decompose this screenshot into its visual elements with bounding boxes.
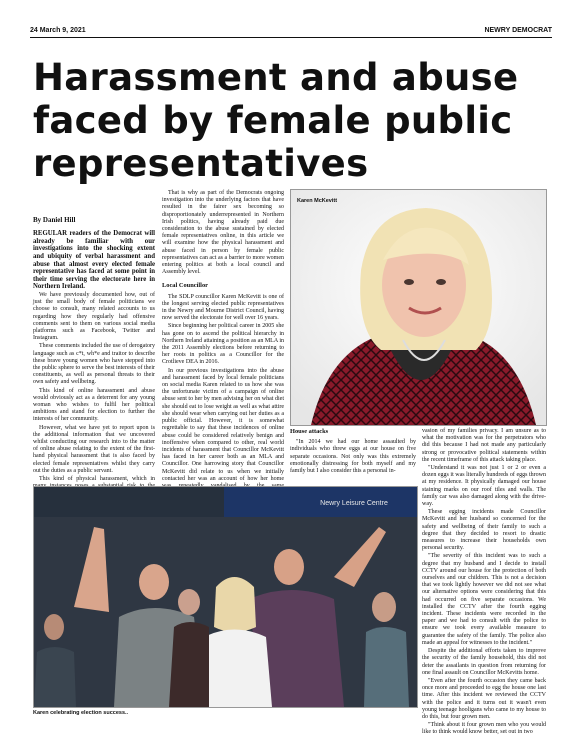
publication-name: NEWRY DEMOCRAT (484, 27, 552, 34)
paragraph: Since beginning her political career in 2005 she has gone on to ascend the political hierarchy in Northern Ireland attaining a position as an MLA in the 2011 Assembly elections before returning to her roots in politics as a Councillor for the Crotlieve DEA in 2016. (162, 323, 284, 366)
column-2 (162, 190, 284, 506)
subheading-local-councillor: Local Councillor (162, 282, 208, 290)
header-rule (30, 37, 552, 38)
paragraph: These egging incidents made Councillor McKevitt and her husband so concerned for the safety and wellbeing of their family to such a degree that they decided to resort to drastic measures to increase their households own personal security. (422, 509, 546, 552)
paragraph: In our previous investigations into the abuse and harassment faced by local female politicians on social media Karen related to us how she was the unfortunate victim of a campaign of online abuse sent to her by men advising her on what diet she should eat to lose weight as well as what attire she should wear when carrying out her duties as a public official. However, it is somewhat regrettable to say that these incidences of online abuse could be considered relatively benign and inoffensive when compared to other, real world incidents of harassment that Councillor McKevitt has faced in her career both as an MLA and Councillor. One harrowing story that Councillor McKevitt did relate to us when we initially contacted her was an account of how her home (162, 367, 284, 482)
subheading-house-attacks: House attacks (290, 428, 329, 435)
portrait-image (291, 190, 546, 425)
group-image (34, 487, 417, 707)
column-3 (290, 428, 416, 476)
lead-paragraph: REGULAR readers of the Democrat will already be familiar with our investigations into the shocking extent and ubiquity of verbal harassment and abuse that almost every elected female representative has faced at some point in their time serving the electorate here in Northern Ireland. (33, 230, 155, 291)
paragraph: "The severity of this incident was to such a degree that my husband and I decide to install CCTV around our house for the protection of both ourselves and our children. This is not a decision that we took lightly however we did not see what our alternative options were considering that this had occurred on five separate occasions. We installed the CCTV after the fourth egging incident. These incidents were recorded in the paper and we had to consult with the police to ensure we took every available measure to guarantee the safety of the family. The police also made an appeal for witnesses to the incident." (422, 553, 546, 646)
portrait-photo (290, 189, 547, 426)
paragraph: vasion of my families privacy. I am unsure as to what the motivation was for the perpetrators who did this because I had not made any particularly strong or provocative political statements within the recent timeframe of this attack taking place. (422, 428, 546, 463)
paragraph: However, what we have yet to report upon is the additional information that we uncovered whilst conducting our research into to the matter of online abuse relating to the extent of the first-hand physical harassment that is also faced by elected female representatives whilst they carry out the duties as a public servant. (33, 424, 155, 474)
portrait-caption: Karen McKevitt (297, 198, 338, 204)
group-photo-caption: Karen celebrating election success.. (33, 710, 129, 716)
paragraph: We have previously documented how, out of just the small body of female politicians we choose to consult, many related accounts to us regarding how they regularly had offensive comments sent to them on various social media platforms such as Facebook, Twitter and Instagram. (33, 291, 155, 342)
page-date: 24 March 9, 2021 (30, 27, 86, 34)
paragraph: Despite the additional efforts taken to improve the security of the family household, this did not deter the assailants in question from returning for one final assault on Councillor McKevitts home. (422, 648, 546, 676)
page-header (30, 27, 552, 36)
paragraph: "Even after the fourth occasion they came back once more and proceeded to egg the house one last time. After this incident we reviewed the CCTV with the police and it turns out it wasn't even young teenage hooligans who came to my house to do this, but four grown men. (422, 677, 546, 720)
paragraph: That is why as part of the Democrats ongoing investigation into the underlying factors that have resulted in the fairer sex becoming so disproportionately underrepresented in Northern Irish politics, having already paid due consideration to the abuse sustained by elected female representatives online, in this article we will examine how the physical harassment and abuse faced in person by female public representatives can act as a barrier to more women entering politics at both a local council and Assembly level. (162, 190, 284, 276)
banner-text: Newry Leisure Centre (320, 500, 388, 507)
headline: Harassment and abuse faced by female public representatives (33, 56, 519, 185)
paragraph: "In 2014 we had our home assaulted by individuals who threw eggs at our house on five separate occasions. Not only was this extremely emotionally distressing for both myself and my family but I also consider this a personal in- (290, 439, 416, 475)
column-4 (422, 428, 546, 738)
group-photo (33, 486, 418, 708)
paragraph: "Understand it was not just 1 or 2 or even a dozen eggs it was literally hundreds of eggs thrown at my residence. It physically damaged our house staining marks on our roof tiles and walls. The family car was also damaged along with the drive-way. (422, 465, 546, 508)
byline: By Daniel Hill (33, 216, 76, 224)
paragraph: "Think about it four grown men who you would like to think would know better, set out in two (422, 722, 546, 736)
paragraph: These comments included the use of derogatory language such as c*t, wh*e and traitor to describe these brave young women who have stepped into the public sphere to serve the best interests of their constituents, as well as personal threats to their own safety and wellbeing. (33, 343, 155, 386)
paragraph: The SDLP councillor Karen McKevitt is one of the longest serving elected public representatives in the Newry and Mourne District Council, having now served the electorate for well over 16 years. (162, 293, 284, 322)
paragraph: This kind of physical harassment, which in (39, 476, 155, 483)
paragraph: This kind of online harassment and abuse would obviously act as a deterrent for any young woman who wishes to fulfil her political ambitions and stand for election to further the interests of her community. (33, 387, 155, 423)
